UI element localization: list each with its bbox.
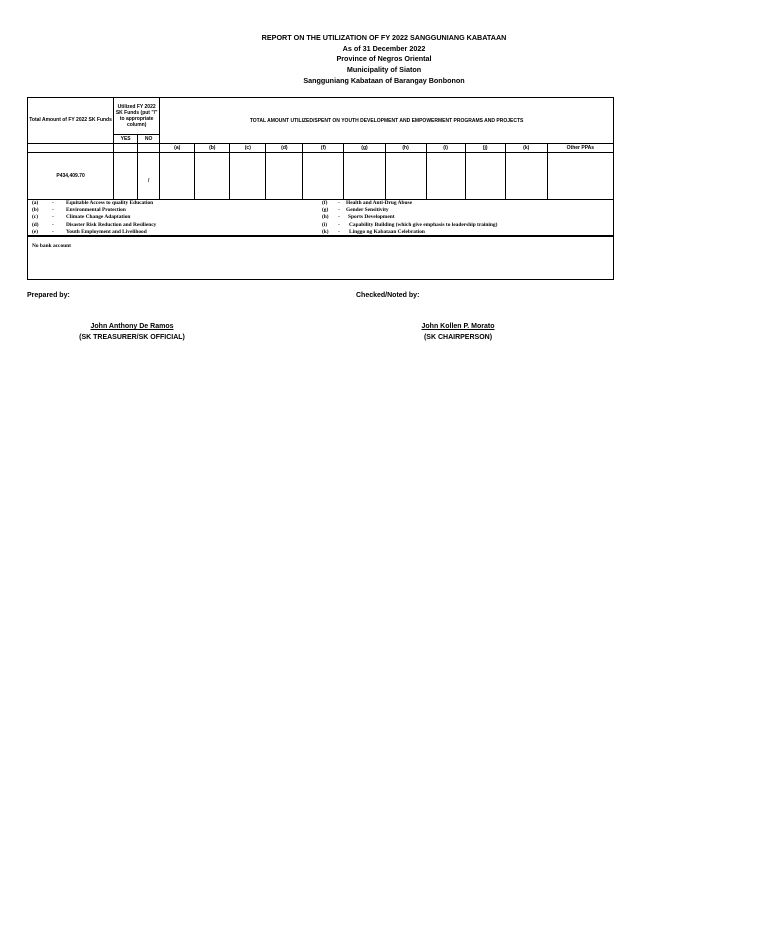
data-cell: [230, 153, 266, 200]
barangay-line: Sangguniang Kabataan of Barangay Bonbonon: [303, 76, 465, 85]
column-header-c: (c): [230, 144, 266, 153]
column-header-cell: [114, 144, 138, 153]
report-date: As of 31 December 2022: [342, 44, 426, 53]
yes-value: [114, 153, 138, 200]
total-amount-header: Total Amount of FY 2022 SK Funds: [28, 98, 114, 144]
prepared-by-label: Prepared by:: [27, 292, 70, 299]
chairperson-name: John Kollen P. Morato: [421, 323, 495, 330]
data-cell: [547, 153, 613, 200]
utilization-table: [27, 97, 614, 200]
data-cell: [505, 153, 547, 200]
municipality-line: Municipality of Siaton: [346, 65, 422, 74]
column-header-f: (f): [303, 144, 344, 153]
column-header-j: (j): [465, 144, 505, 153]
province-line: Province of Negros Oriental: [336, 54, 432, 63]
total-amount-value: P434,409.70: [28, 153, 114, 200]
data-cell: [303, 153, 344, 200]
no-header: NO: [138, 135, 160, 144]
data-cell: [160, 153, 195, 200]
remarks-box: [27, 236, 614, 280]
yes-header: YES: [114, 135, 138, 144]
programs-header: TOTAL AMOUNT UTILIZED/SPENT ON YOUTH DEVELOPMENT AND EMPOWERMENT PROGRAMS AND PROJECTS: [160, 98, 614, 144]
column-header-d: (d): [266, 144, 303, 153]
column-header-h: (h): [385, 144, 426, 153]
column-header-a: (a): [160, 144, 195, 153]
data-cell: [344, 153, 385, 200]
data-cell: [465, 153, 505, 200]
column-header-g: (g): [344, 144, 385, 153]
column-header-b: (b): [195, 144, 230, 153]
column-header-i: (i): [426, 144, 465, 153]
data-cell: [426, 153, 465, 200]
report-title: REPORT ON THE UTILIZATION OF FY 2022 SANGGUNIANG KABATAAN: [261, 33, 507, 42]
treasurer-name: John Anthony De Ramos: [90, 323, 174, 330]
treasurer-position: (SK TREASURER/SK OFFICIAL): [79, 334, 185, 341]
chairperson-position: (SK CHAIRPERSON): [423, 334, 493, 341]
column-header-cell: [28, 144, 114, 153]
column-header-k: (k): [505, 144, 547, 153]
data-cell: [266, 153, 303, 200]
utilized-header: Utilized FY 2022 SK Funds (put "/" to appropriate column): [114, 98, 160, 135]
no-value: /: [138, 153, 160, 200]
remarks-text: No bank account: [32, 243, 71, 249]
checked-by-label: Checked/Noted by:: [356, 292, 420, 299]
column-header-other-ppas: Other PPAs: [547, 144, 613, 153]
program-legend: (a) - Equitable Access to quality Education (b) - Environmental Protection (c) - Climate Change Adaptation (d) - Disaster Risk Reduction and Resiliency (e) - Youth Employment and Livelihood (f) - Health and Anti-Drug Abuse (g) - Gender Sensitivity (h) - Sports Development (i) - Capability Building (which give emphasis to leadership training) (k) - Linggo ng Kabataan Celebration: [27, 200, 614, 236]
data-cell: [195, 153, 230, 200]
column-header-cell: [138, 144, 160, 153]
data-cell: [385, 153, 426, 200]
